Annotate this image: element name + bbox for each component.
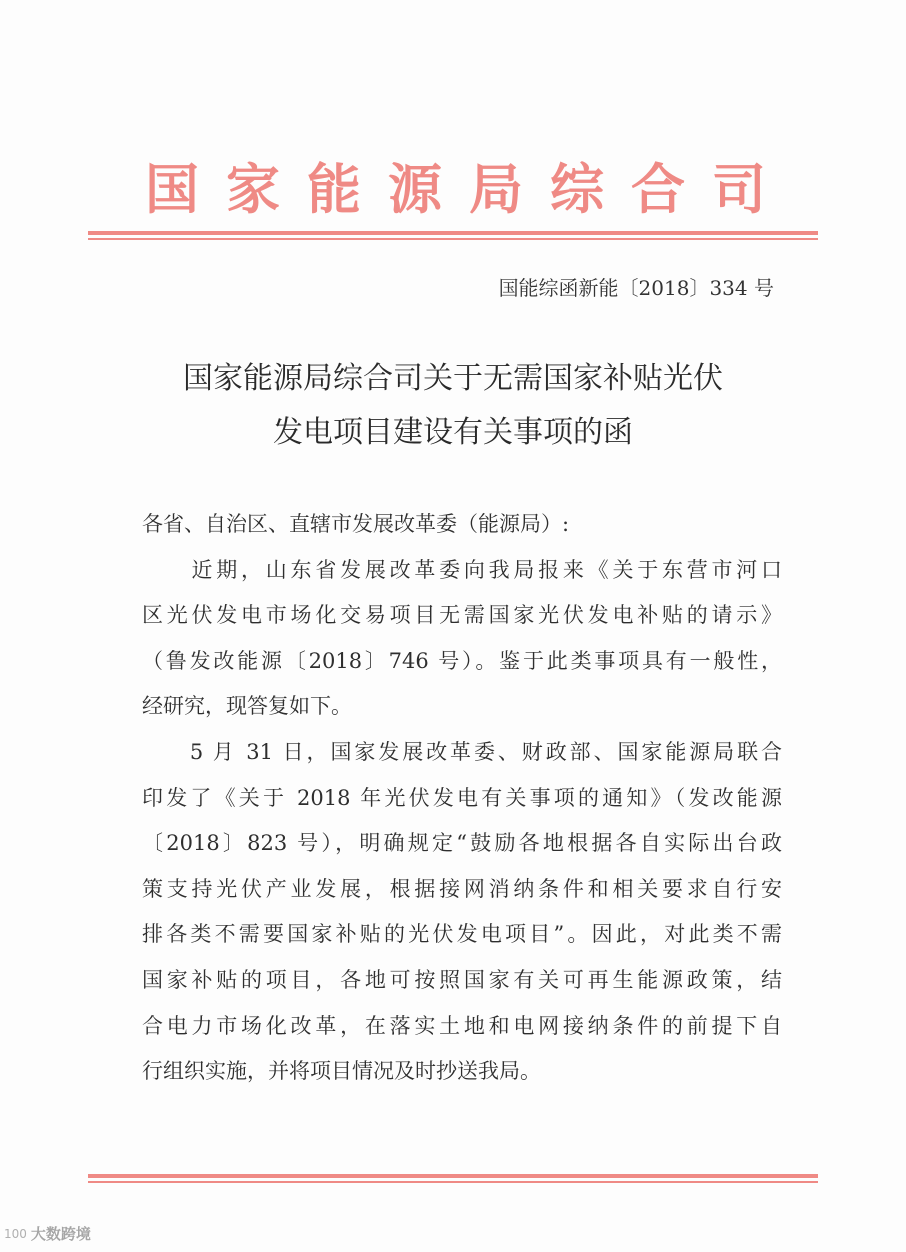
body-line: 近期，山东省发展改革委向我局报来《关于东营市河口 [142, 557, 782, 582]
letter-body [142, 502, 782, 1095]
body-line: 〔2018〕823 号），明确规定“鼓励各地根据各自实际出台政 [142, 831, 782, 856]
document-number: 国能综函新能〔2018〕334 号 [498, 276, 774, 300]
agency-header: 国家能源局综合司 [145, 158, 793, 221]
body-line: 印发了《关于 2018 年光伏发电有关事项的通知》（发改能源 [142, 785, 782, 810]
header-divider-thin [88, 238, 818, 240]
title-line-1: 国家能源局综合司关于无需国家补贴光伏 [183, 361, 723, 396]
body-line: （鲁发改能源〔2018〕746 号）。鉴于此类事项具有一般性， [142, 648, 782, 673]
body-line: 5 月 31 日，国家发展改革委、财政部、国家能源局联合 [142, 739, 782, 764]
salutation: 各省、自治区、直辖市发展改革委（能源局）: [142, 512, 570, 536]
watermark-text: 大数跨境 [30, 1225, 91, 1243]
body-line: 合电力市场化改革，在落实土地和电网接纳条件的前提下自 [142, 1013, 782, 1038]
body-line: 行组织实施，并将项目情况及时抄送我局。 [142, 1059, 541, 1084]
header-divider-thick [88, 231, 818, 235]
watermark [4, 1223, 91, 1244]
body-line: 排各类不需要国家补贴的光伏发电项目”。因此，对此类不需 [142, 922, 782, 947]
body-line: 策支持光伏产业发展，根据接网消纳条件和相关要求自行安 [142, 876, 782, 901]
body-line: 国家补贴的项目，各地可按照国家有关可再生能源政策，结 [142, 967, 782, 992]
body-line: 区光伏发电市场化交易项目无需国家光伏发电补贴的请示》 [142, 603, 782, 628]
document-title [100, 352, 806, 460]
footer-divider-thick [88, 1174, 818, 1178]
footer-divider-thin [88, 1181, 818, 1183]
watermark-logo-icon: 100 [4, 1226, 27, 1241]
body-line: 经研究，现答复如下。 [142, 694, 352, 719]
title-line-2: 发电项目建设有关事项的函 [273, 415, 633, 450]
